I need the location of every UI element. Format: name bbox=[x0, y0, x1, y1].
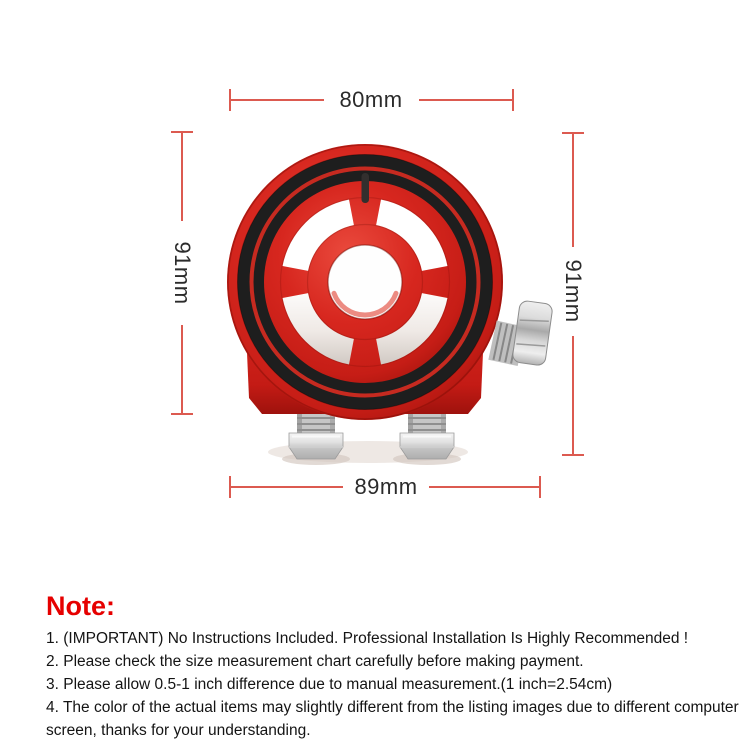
note-item: 2. Please check the size measurement chart carefully before making payment. bbox=[46, 653, 584, 670]
note-section bbox=[46, 591, 746, 742]
spoke-slot bbox=[362, 173, 370, 203]
center-hub bbox=[328, 245, 402, 319]
product-photo bbox=[227, 144, 553, 465]
dim-label-right-height: 91mm bbox=[561, 259, 586, 323]
dim-label-bottom-width: 89mm bbox=[354, 474, 418, 499]
note-item: 3. Please allow 0.5-1 inch difference due to manual measurement.(1 inch=2.54cm) bbox=[46, 676, 613, 693]
note-item: 4. The color of the actual items may slightly different from the listing images due to different computer screen, thanks for your understanding. bbox=[46, 699, 739, 739]
dim-label-top-width: 80mm bbox=[339, 87, 403, 112]
dim-label-left-height: 91mm bbox=[170, 241, 195, 305]
note-item: 1. (IMPORTANT) No Instructions Included. Professional Installation Is Highly Recommended ! bbox=[46, 630, 689, 647]
note-heading: Note: bbox=[46, 591, 115, 621]
